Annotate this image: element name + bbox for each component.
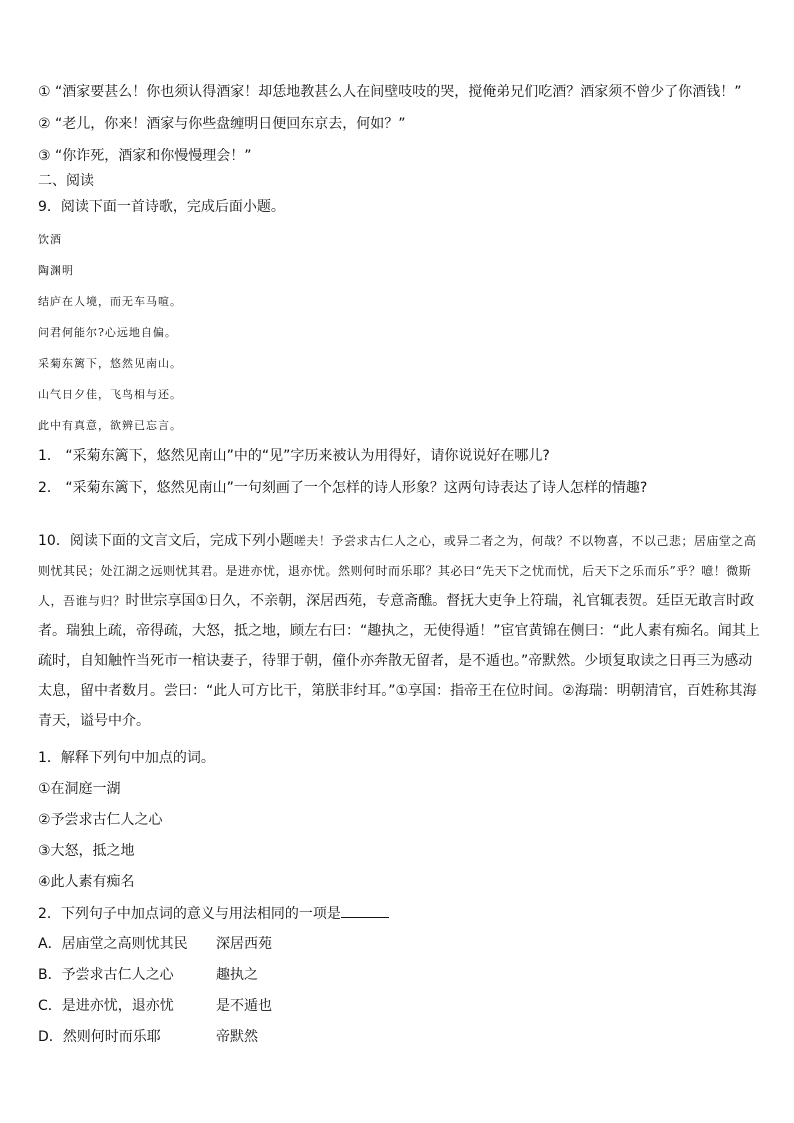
option-left: D．然则何时而乐耶: [38, 1029, 161, 1045]
option-left: A．居庙堂之高则忧其民: [38, 936, 188, 952]
explain-item: ③大怒，抵之地: [38, 843, 135, 859]
option-right: 深居西苑: [216, 936, 272, 952]
question-9-sub-2: 2． “采菊东篱下，悠然见南山”一句刻画了一个怎样的诗人形象？这两句诗表达了诗人怎样的情趣?: [38, 480, 648, 496]
question-10-sub-2-prompt: [38, 903, 764, 924]
answer-blank[interactable]: [341, 903, 389, 918]
poem-line: 采菊东篱下，悠然见南山。: [38, 357, 182, 370]
quote-1: ① “酒家要甚么！你也须认得酒家！却恁地教甚么人在间壁吱吱的哭，搅俺弟兄们吃酒？酒家须不曾少了你酒钱！”: [38, 84, 742, 100]
poem-line: 此中有真意，欲辨已忘言。: [38, 419, 182, 432]
option-d[interactable]: [38, 1027, 258, 1047]
option-right: 帝默然: [216, 1029, 258, 1045]
option-left: B．予尝求古仁人之心: [38, 967, 174, 983]
section-heading: 二、阅读: [38, 173, 94, 189]
explain-item: ②予尝求古仁人之心: [38, 812, 163, 828]
poem-line: 结庐在人境，而无车马喧。: [38, 295, 182, 308]
question-9-sub-1: 1． “采菊东篱下，悠然见南山”中的“见”字历来被认为用得好，请你说说好在哪儿?: [38, 448, 550, 464]
option-a[interactable]: [38, 934, 272, 954]
explain-item: ①在洞庭一湖: [38, 781, 121, 797]
poem-line: 山气日夕佳，飞鸟相与还。: [38, 388, 182, 401]
poem-author: 陶渊明: [38, 264, 74, 277]
option-right: 趣执之: [216, 967, 258, 983]
option-right: 是不遁也: [216, 998, 272, 1014]
option-left: C．是进亦忧，退亦忧: [38, 998, 174, 1014]
question-10-sub-1-prompt: 1．解释下列句中加点的词。: [38, 750, 215, 766]
explain-item: ④此人素有痴名: [38, 874, 135, 890]
poem-title: 饮酒: [38, 233, 62, 246]
passage-serif-text: 嗟夫！予尝求古仁人之心，或异二者之为，何哉？不以物喜，不以己悲；居庙堂之高则忧其民；处江湖之远则忧其君。是进亦忧，退亦忧。然则何时而乐耶？其必曰“先天下之忧而忧，后天下之乐而乐”乎？噫！微斯人，吾谁与归？: [38, 534, 757, 608]
option-c[interactable]: [38, 996, 272, 1016]
question-10-intro: 10．阅读下面的文言文后，完成下列小题: [38, 533, 294, 549]
quote-2: ② “老儿，你来！酒家与你些盘缠明日便回东京去，何如？”: [38, 116, 406, 132]
quote-3: ③ “你诈死，酒家和你慢慢理会！”: [38, 148, 252, 164]
question-10-passage: [38, 526, 764, 736]
passage-main-text: 时世宗享国①日久，不亲朝，深居西苑，专意斋醮。督抚大吏争上符瑞，礼官辄表贺。廷臣无敢言时政者。瑞独上疏，帝得疏，大怒，抵之地，顾左右曰：“趣执之，无使得遁！”宦官黄锦在侧曰：“此人素有痴名。闻其上疏时，自知触忤当死市一棺诀妻子，待罪于朝，僮仆亦奔散无留者，是不遁也。”帝默然。少顷复取读之日再三为感动太息，留中者数月。尝曰：“此人可方比干，第朕非纣耳。”①享国：指帝王在位时间。②海瑞：明朝清官，百姓称其海青天，谥号中介。: [38, 593, 760, 729]
sub-2-prompt-text: 2．下列句子中加点词的意义与用法相同的一项是: [38, 906, 341, 922]
poem-line: 问君何能尔?心远地自偏。: [38, 326, 177, 339]
question-9-prompt: 9．阅读下面一首诗歌，完成后面小题。: [38, 199, 285, 215]
option-b[interactable]: [38, 965, 258, 985]
